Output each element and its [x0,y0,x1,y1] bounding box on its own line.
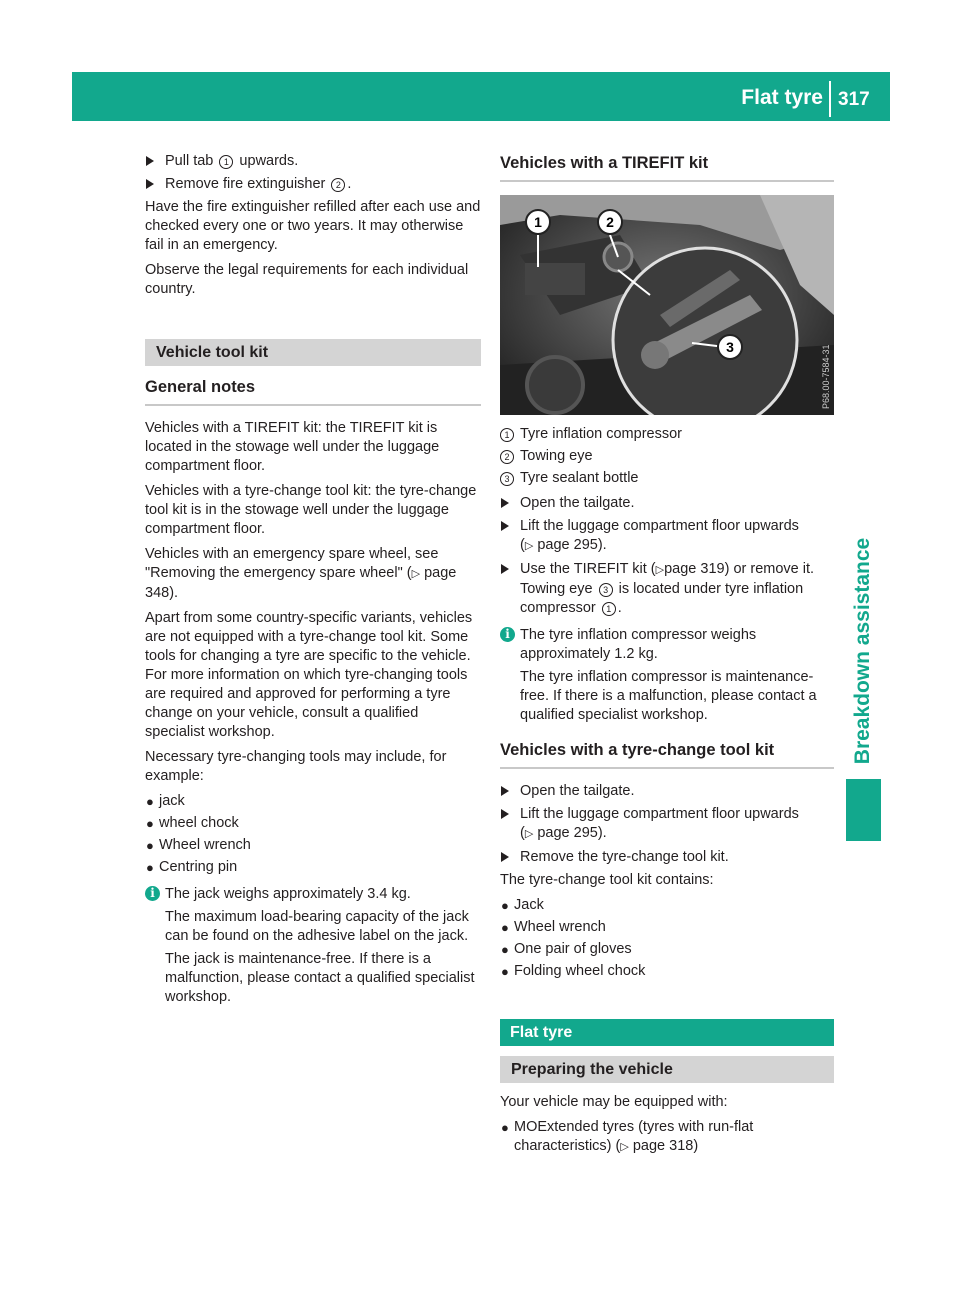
paragraph-tyre-change: Vehicles with a tyre-change tool kit: the tyre-change tool kit is in the stowage well under the luggage compartment floor. [145,483,477,537]
heading-tyre-change-kit: Vehicles with a tyre-change tool kit [500,739,834,769]
callout-1-icon [526,210,550,234]
photo-code: P68.00-7584-31 [821,344,831,409]
svg-text:2: 2 [606,214,614,230]
step-lift-floor: Lift the luggage compartment floor upwards (▷ page 295). [500,517,834,556]
list-item: ● Wheel wrench [146,837,251,853]
callout-3-icon: 3 [500,472,514,486]
bullet-icon: ● [146,794,154,809]
info-icon: i [500,627,515,642]
callout-2-icon: 2 [500,450,514,464]
list-item: ● Wheel wrench [501,919,606,935]
page-ref-link[interactable]: page 319 [664,561,725,577]
page-number: 317 [838,89,870,110]
bullet-icon: ● [501,964,509,979]
heading-tirefit-kit: Vehicles with a TIREFIT kit [500,152,834,182]
list-item: ● One pair of gloves [501,941,632,957]
list-item: ● Jack [501,897,544,913]
header-divider [829,81,831,117]
page-ref-link[interactable]: page 318 [632,1138,694,1154]
step-arrow-icon [501,809,509,819]
step-pull-tab: Pull tab 1 upwards. [145,152,481,171]
right-column [500,152,834,1160]
step-arrow-icon [501,852,509,862]
callout-2-icon: 2 [331,178,345,192]
chapter-title: Flat tyre [741,86,823,109]
list-item: ● wheel chock [146,815,239,831]
side-tab-marker [846,779,881,841]
box-vehicle-tool-kit: Vehicle tool kit [145,339,481,366]
callout-1-icon: 1 [500,428,514,442]
callout-1-icon: 1 [602,602,616,616]
info-icon: i [145,886,160,901]
step-open-tailgate: Open the tailgate. [500,494,834,513]
page-ref-icon: ▷ [411,568,421,580]
bullet-icon: ● [146,816,154,831]
legend-item: 1 Tyre inflation compressor [500,425,834,444]
paragraph-equipped: Your vehicle may be equipped with: [500,1094,728,1110]
callout-2-icon [598,210,622,234]
legend-item: 2 Towing eye [500,447,834,466]
svg-text:3: 3 [726,339,734,355]
step-open-tailgate: Open the tailgate. [500,782,834,801]
step-arrow-icon [501,786,509,796]
page-ref-link[interactable]: page 348 [145,565,457,601]
paragraph-tirefit: Vehicles with a TIREFIT kit: the TIREFIT kit is located in the stowage well under the luggage compartment floor. [145,420,440,474]
step-use-tirefit: Use the TIREFIT kit (▷page 319) or remove it. Towing eye 3 is located under tyre inflation compressor 1 . [500,560,834,618]
paragraph-spare-wheel: Vehicles with an emergency spare wheel, see "Removing the emergency spare wheel" (▷ page 348). [145,546,457,601]
step-arrow-icon [501,521,509,531]
page-ref-icon: ▷ [620,1141,629,1153]
page-ref-icon: ▷ [655,564,665,576]
step-lift-floor: Lift the luggage compartment floor upwards (▷ page 295). [500,805,834,844]
paragraph-kit-contains: The tyre-change tool kit contains: [500,872,714,888]
list-item: ● Folding wheel chock [501,963,646,979]
side-tab-label: Breakdown assistance [851,537,874,765]
box-preparing-vehicle: Preparing the vehicle [500,1056,834,1083]
bullet-icon: ● [501,1120,509,1135]
info-note-compressor: i The tyre inflation compressor weighs approximately 1.2 kg. The tyre inflation compressor is maintenance-free. If there is a malfunction, please contact a qualified specialist workshop. [500,626,834,725]
heading-general-notes: General notes [145,376,481,406]
paragraph-country: Apart from some country-specific variants, vehicles are not equipped with a tyre-change tool kit. Some tools for changing a tyre are specific to the vehicle. For more information on which tyre-changing tools are required and approved for performing a tyre change on your vehicle, consult a qualified specialist workshop. [145,610,473,740]
step-arrow-icon [501,498,509,508]
step-arrow-icon [501,564,509,574]
page-ref-link[interactable]: page 295 [537,537,598,553]
list-item: ● jack [146,793,185,809]
step-remove-kit: Remove the tyre-change tool kit. [500,848,834,867]
paragraph-legal: Observe the legal requirements for each individual country. [145,262,469,297]
bullet-icon: ● [501,942,509,957]
page-ref-icon: ▷ [524,540,534,552]
bullet-icon: ● [146,838,154,853]
step-arrow-icon [146,179,154,189]
page-ref-icon: ▷ [524,828,534,840]
tirefit-kit-illustration [500,195,834,415]
box-flat-tyre: Flat tyre [500,1019,834,1046]
tirefit-kit-photo [500,195,834,415]
legend-item: 3 Tyre sealant bottle [500,469,834,488]
paragraph-refill: Have the fire extinguisher refilled after each use and checked every one or two years. It may otherwise fail in an emergency. [145,199,481,253]
step-remove-extinguisher: Remove fire extinguisher 2 . [145,175,481,194]
side-tab [845,536,881,766]
step-arrow-icon [146,156,154,166]
paragraph-necessary: Necessary tyre-changing tools may include, for example: [145,749,447,784]
callout-3-icon [718,335,742,359]
bullet-icon: ● [501,920,509,935]
page-ref-link[interactable]: page 295 [537,825,598,841]
list-item: ● Centring pin [146,859,238,875]
bullet-icon: ● [501,898,509,913]
left-column [145,152,481,1013]
callout-1-icon: 1 [219,155,233,169]
callout-3-icon: 3 [599,583,613,597]
list-item: ● MOExtended tyres (tyres with run-flat characteristics) (▷ page 318) [501,1119,754,1154]
info-note-jack: i The jack weighs approximately 3.4 kg. The maximum load-bearing capacity of the jack can be found on the adhesive label on the jack. The jack is maintenance-free. If there is a malfunction, please contact a qualified specialist workshop. [145,885,481,1007]
svg-text:1: 1 [534,214,542,230]
bullet-icon: ● [146,860,154,875]
